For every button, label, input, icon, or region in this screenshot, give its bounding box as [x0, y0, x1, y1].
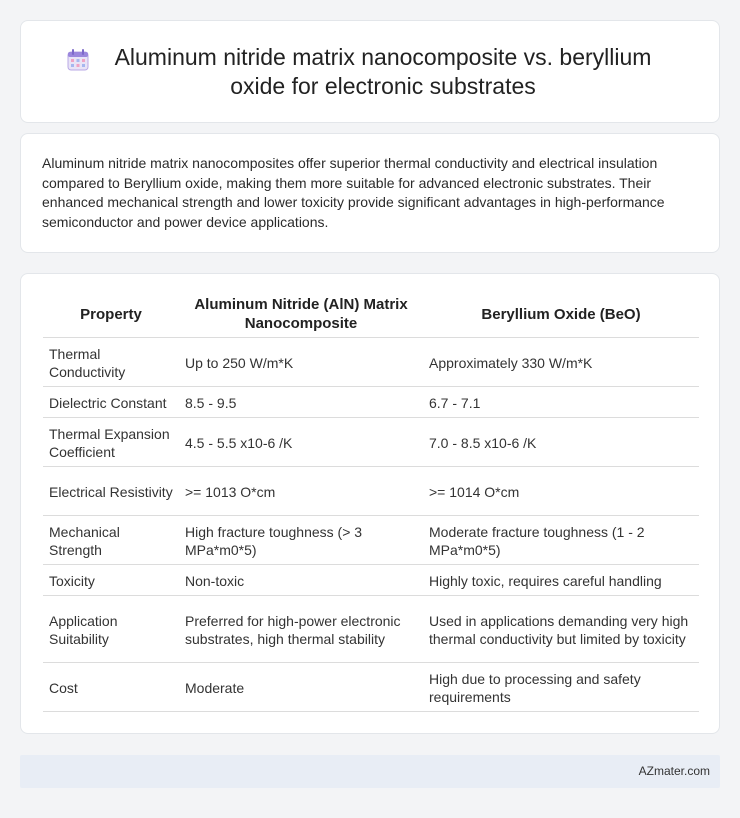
- property-cell: Mechanical Strength: [43, 516, 179, 565]
- beo-cell: 7.0 - 8.5 x10-6 /K: [423, 418, 699, 467]
- aln-cell: Non-toxic: [179, 565, 423, 596]
- table-row: [43, 418, 699, 467]
- table-row: [43, 516, 699, 565]
- aln-cell: 4.5 - 5.5 x10-6 /K: [179, 418, 423, 467]
- table-row: [43, 387, 699, 418]
- aln-cell: >= 1013 O*cm: [179, 467, 423, 516]
- beo-cell: Highly toxic, requires careful handling: [423, 565, 699, 596]
- table-row: [43, 663, 699, 712]
- property-cell: Thermal Expansion Coefficient: [43, 418, 179, 467]
- property-cell: Electrical Resistivity: [43, 467, 179, 516]
- comparison-table: [43, 291, 699, 712]
- aln-cell: 8.5 - 9.5: [179, 387, 423, 418]
- property-cell: Toxicity: [43, 565, 179, 596]
- property-cell: Thermal Conductivity: [43, 338, 179, 387]
- table-row: [43, 565, 699, 596]
- table-header-row: [43, 291, 699, 338]
- beo-cell: High due to processing and safety requirements: [423, 663, 699, 712]
- property-cell: Cost: [43, 663, 179, 712]
- beo-cell: 6.7 - 7.1: [423, 387, 699, 418]
- footer-brand: AZmater.com: [638, 764, 710, 778]
- property-cell: Application Suitability: [43, 596, 179, 663]
- beo-cell: >= 1014 O*cm: [423, 467, 699, 516]
- footer: [20, 755, 720, 788]
- aln-cell: High fracture toughness (> 3 MPa*m0*5): [179, 516, 423, 565]
- comparison-table-card: [20, 273, 720, 734]
- table-row: [43, 338, 699, 387]
- beo-cell: Used in applications demanding very high thermal conductivity but limited by toxicity: [423, 596, 699, 663]
- title-card: [20, 20, 720, 123]
- header-aln: Aluminum Nitride (AlN) Matrix Nanocomposite: [179, 291, 423, 338]
- summary-text: Aluminum nitride matrix nanocomposites offer superior thermal conductivity and electrical insulation compared to Beryllium oxide, making them more suitable for advanced electronic substrates. Their enhanced mechanical strength and lower toxicity provide significant advantages in high-performance semiconductor and power device applications.: [42, 155, 665, 230]
- header-property: Property: [43, 291, 179, 338]
- page-title: Aluminum nitride matrix nanocomposite vs. beryllium oxide for electronic substrates: [114, 43, 652, 99]
- beo-cell: Moderate fracture toughness (1 - 2 MPa*m0*5): [423, 516, 699, 565]
- table-row: [43, 467, 699, 516]
- header-beo: Beryllium Oxide (BeO): [423, 291, 699, 338]
- aln-cell: Preferred for high-power electronic substrates, high thermal stability: [179, 596, 423, 663]
- summary-card: [20, 133, 720, 253]
- aln-cell: Up to 250 W/m*K: [179, 338, 423, 387]
- property-cell: Dielectric Constant: [43, 387, 179, 418]
- table-row: [43, 596, 699, 663]
- beo-cell: Approximately 330 W/m*K: [423, 338, 699, 387]
- aln-cell: Moderate: [179, 663, 423, 712]
